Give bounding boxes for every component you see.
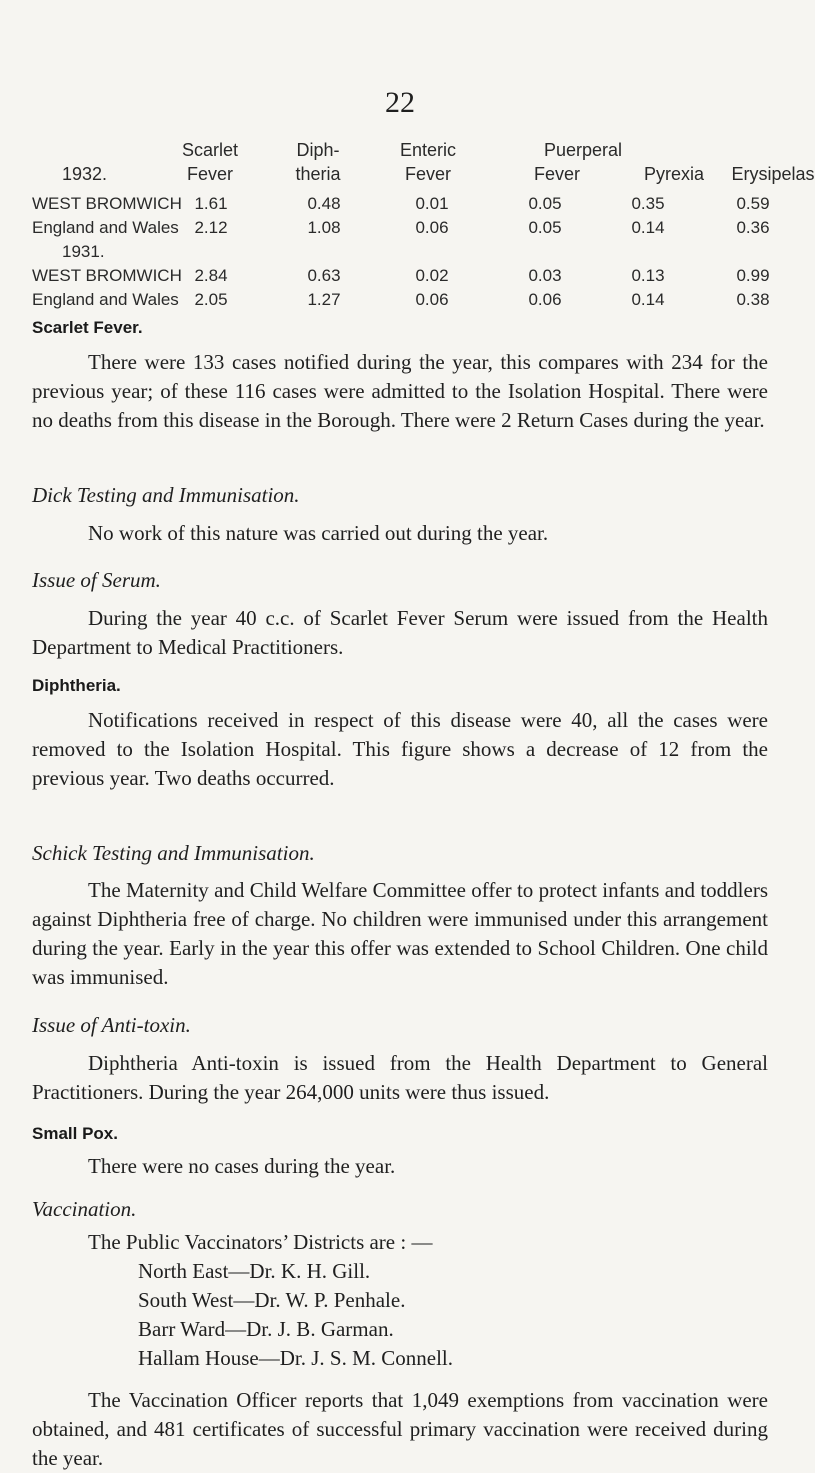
- vaccination-officer-paragraph: The Vaccination Officer reports that 1,049 exemptions from vaccination were obtained, and 481 certificates of successful primary vaccination were received during the year.: [32, 1388, 768, 1470]
- cell-diph: 0.63: [307, 266, 341, 285]
- cell-enteric: 0.06: [415, 290, 449, 309]
- table-header-row-2: [0, 164, 815, 188]
- cell-puerperal-fever: 0.06: [528, 290, 562, 309]
- header-pyrexia: Pyrexia: [643, 164, 705, 184]
- cell-puerperal-fever: 0.03: [528, 266, 562, 285]
- issue-of-antitoxin-heading: Issue of Anti-toxin.: [32, 1013, 191, 1037]
- header-enteric: Enteric: [399, 140, 457, 160]
- cell-puerperal-fever: 0.05: [528, 194, 562, 213]
- page-number: 22: [385, 86, 415, 119]
- cell-pyrexia: 0.14: [631, 290, 665, 309]
- cell-diph: 1.27: [307, 290, 341, 309]
- header-diph: Diph-: [296, 140, 340, 160]
- table-row: [0, 194, 800, 218]
- cell-erysipelas: 0.99: [736, 266, 770, 285]
- dick-testing-heading: Dick Testing and Immunisation.: [32, 483, 300, 507]
- rates-table: [0, 140, 815, 314]
- table-row: [0, 290, 800, 314]
- issue-of-serum-heading: Issue of Serum.: [32, 568, 161, 592]
- small-pox-heading: Small Pox.: [32, 1124, 118, 1143]
- row-label: England and Wales: [32, 290, 179, 309]
- cell-scarlet: 2.12: [194, 218, 228, 237]
- diphtheria-paragraph: Notifications received in respect of this disease were 40, all the cases were removed to the Isolation Hospital. This figure shows a decrease of 12 from the previous year. Two deaths occurred.: [32, 708, 768, 790]
- vaccination-intro: The Public Vaccinators’ Districts are : —: [88, 1230, 433, 1254]
- cell-erysipelas: 0.36: [736, 218, 770, 237]
- cell-scarlet: 1.61: [194, 194, 228, 213]
- header-puerperal-fever: Fever: [533, 164, 581, 184]
- vaccinators-list: [138, 1257, 453, 1373]
- vaccination-heading: Vaccination.: [32, 1197, 137, 1221]
- header-puerperal: Puerperal: [543, 140, 623, 160]
- table-row: [0, 266, 800, 290]
- header-year-1932: 1932.: [62, 164, 108, 184]
- cell-puerperal-fever: 0.05: [528, 218, 562, 237]
- scarlet-fever-paragraph: There were 133 cases notified during the year, this compares with 234 for the previous year; of these 116 cases were admitted to the Isolation Hospital. There were no deaths from this disease in the Borough. There were 2 Return Cases during the year.: [32, 350, 768, 432]
- cell-scarlet: 2.05: [194, 290, 228, 309]
- issue-of-antitoxin-paragraph: Diphtheria Anti-toxin is issued from the Health Department to General Practitioners. During the year 264,000 units were thus issued.: [32, 1051, 768, 1104]
- list-item: South West—Dr. W. P. Penhale.: [138, 1288, 406, 1312]
- table-row: [0, 218, 800, 242]
- schick-testing-heading: Schick Testing and Immunisation.: [32, 841, 315, 865]
- cell-enteric: 0.02: [415, 266, 449, 285]
- schick-testing-paragraph: The Maternity and Child Welfare Committee offer to protect infants and toddlers against Diphtheria free of charge. No children were immunised under this arrangement during the year. Early in the year this offer was extended to School Children. One child was immunised.: [32, 878, 768, 989]
- cell-erysipelas: 0.59: [736, 194, 770, 213]
- header-diph-theria: theria: [295, 164, 341, 184]
- cell-pyrexia: 0.13: [631, 266, 665, 285]
- list-item: Hallam House—Dr. J. S. M. Connell.: [138, 1346, 453, 1370]
- list-item: North East—Dr. K. H. Gill.: [138, 1259, 371, 1283]
- header-enteric-fever: Fever: [404, 164, 452, 184]
- row-label: England and Wales: [32, 218, 179, 237]
- cell-pyrexia: 0.14: [631, 218, 665, 237]
- row-label: WEST BROMWICH: [32, 194, 182, 213]
- cell-diph: 1.08: [307, 218, 341, 237]
- year-1931: 1931.: [62, 242, 105, 261]
- table-header-row-1: [0, 140, 800, 164]
- table-year-row: [0, 242, 800, 266]
- cell-enteric: 0.01: [415, 194, 449, 213]
- header-scarlet-fever: Fever: [186, 164, 234, 184]
- list-item: Barr Ward—Dr. J. B. Garman.: [138, 1317, 394, 1341]
- dick-testing-paragraph: No work of this nature was carried out during the year.: [88, 521, 549, 545]
- row-label: WEST BROMWICH: [32, 266, 182, 285]
- diphtheria-heading: Diphtheria.: [32, 676, 121, 695]
- header-erysipelas: Erysipelas: [731, 164, 815, 184]
- issue-of-serum-paragraph: During the year 40 c.c. of Scarlet Fever Serum were issued from the Health Department to Medical Practitioners.: [32, 606, 768, 659]
- scarlet-fever-heading: Scarlet Fever.: [32, 318, 143, 337]
- cell-diph: 0.48: [307, 194, 341, 213]
- header-scarlet: Scarlet: [181, 140, 239, 160]
- cell-scarlet: 2.84: [194, 266, 228, 285]
- small-pox-paragraph: There were no cases during the year.: [88, 1154, 396, 1178]
- cell-pyrexia: 0.35: [631, 194, 665, 213]
- cell-erysipelas: 0.38: [736, 290, 770, 309]
- cell-enteric: 0.06: [415, 218, 449, 237]
